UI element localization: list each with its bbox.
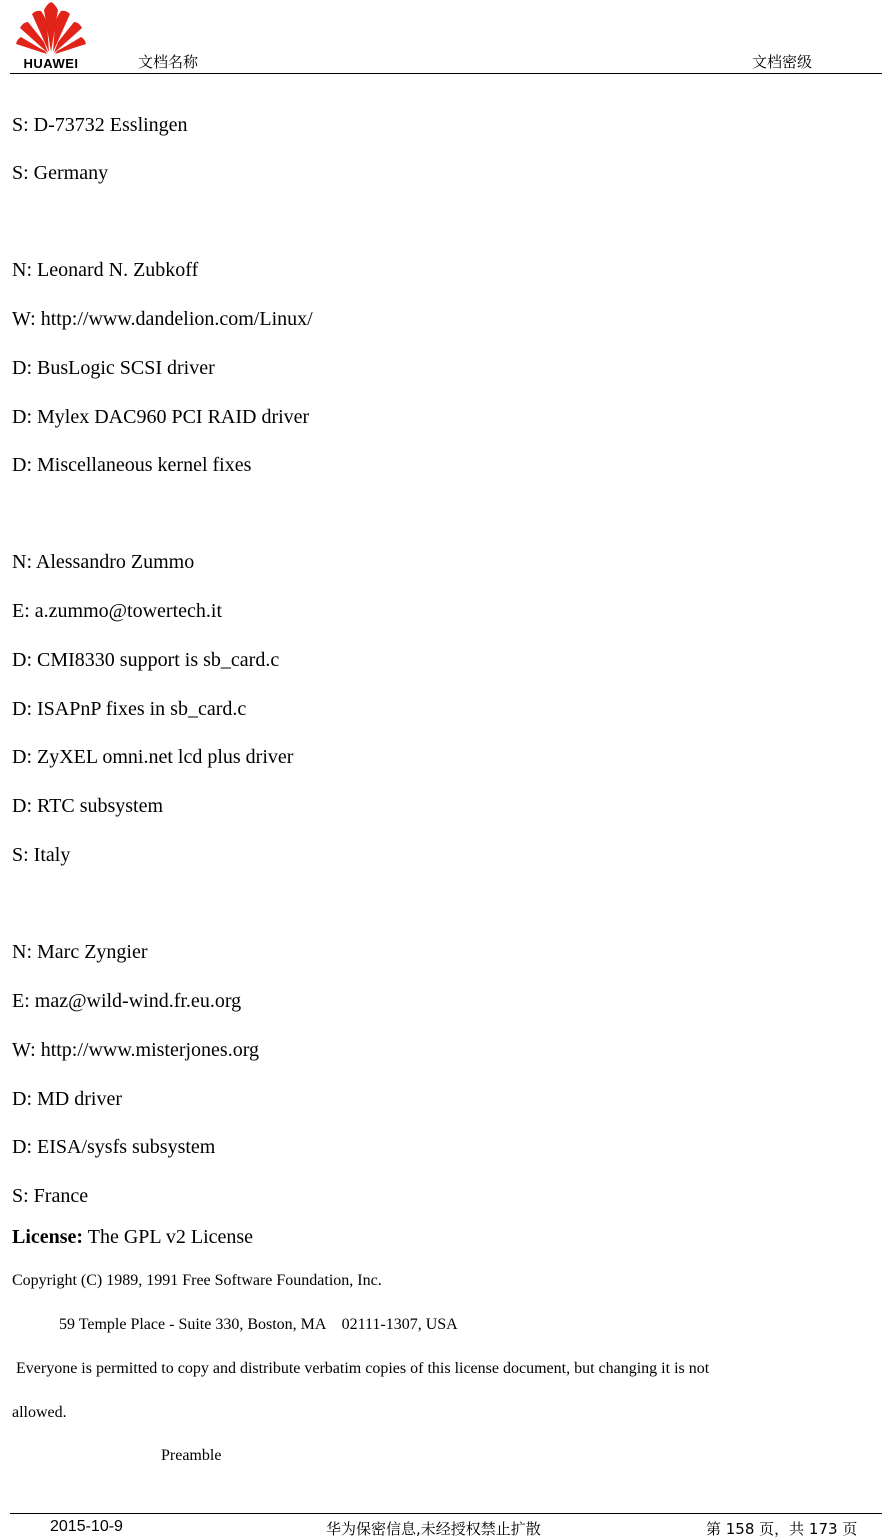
license-permission-cont: allowed. (12, 1404, 67, 1421)
text-line: D: Mylex DAC960 PCI RAID driver (12, 406, 310, 428)
text-line: E: a.zummo@towertech.it (12, 600, 223, 622)
license-label: License: (12, 1226, 84, 1248)
license-copyright: Copyright (C) 1989, 1991 Free Software Foundation, Inc. (12, 1272, 382, 1289)
huawei-logo (14, 2, 88, 72)
text-line: W: http://www.misterjones.org (12, 1039, 260, 1061)
footer-date: 2015-10-9 (50, 1518, 123, 1535)
huawei-flower-icon (14, 2, 88, 54)
footer-confidential-notice: 华为保密信息,未经授权禁止扩散 (326, 1520, 541, 1538)
text-line: D: ZyXEL omni.net lcd plus driver (12, 746, 294, 768)
text-line: D: BusLogic SCSI driver (12, 357, 215, 379)
license-name: The GPL v2 License (83, 1226, 254, 1248)
page-header (0, 0, 888, 76)
text-line: S: France (12, 1185, 89, 1207)
text-line: S: Germany (12, 162, 109, 184)
license-heading (12, 1225, 253, 1249)
text-line: D: EISA/sysfs subsystem (12, 1136, 216, 1158)
document-classification: 文档密级 (752, 53, 813, 71)
text-line: N: Leonard N. Zubkoff (12, 259, 199, 281)
text-line: N: Marc Zyngier (12, 941, 148, 963)
text-line: S: D-73732 Esslingen (12, 114, 188, 136)
text-line: D: Miscellaneous kernel fixes (12, 454, 252, 476)
footer-divider (10, 1513, 882, 1514)
text-line: E: maz@wild-wind.fr.eu.org (12, 990, 242, 1012)
footer-page-number: 第 158 页，共 173 页 (706, 1520, 858, 1538)
header-divider (10, 73, 882, 74)
document-name: 文档名称 (138, 53, 199, 71)
text-line: S: Italy (12, 844, 71, 866)
logo-wordmark: HUAWEI (23, 56, 79, 71)
text-line: D: RTC subsystem (12, 795, 164, 817)
text-line: D: ISAPnP fixes in sb_card.c (12, 698, 247, 720)
text-line: D: CMI8330 support is sb_card.c (12, 649, 280, 671)
license-permission: Everyone is permitted to copy and distribute verbatim copies of this license document, but changing it is not (12, 1360, 710, 1377)
text-line: W: http://www.dandelion.com/Linux/ (12, 308, 313, 330)
license-preamble: Preamble (161, 1447, 222, 1464)
text-line: N: Alessandro Zummo (12, 551, 195, 573)
text-line: D: MD driver (12, 1088, 122, 1110)
license-address: 59 Temple Place - Suite 330, Boston, MA 02111-1307, USA (59, 1316, 458, 1333)
